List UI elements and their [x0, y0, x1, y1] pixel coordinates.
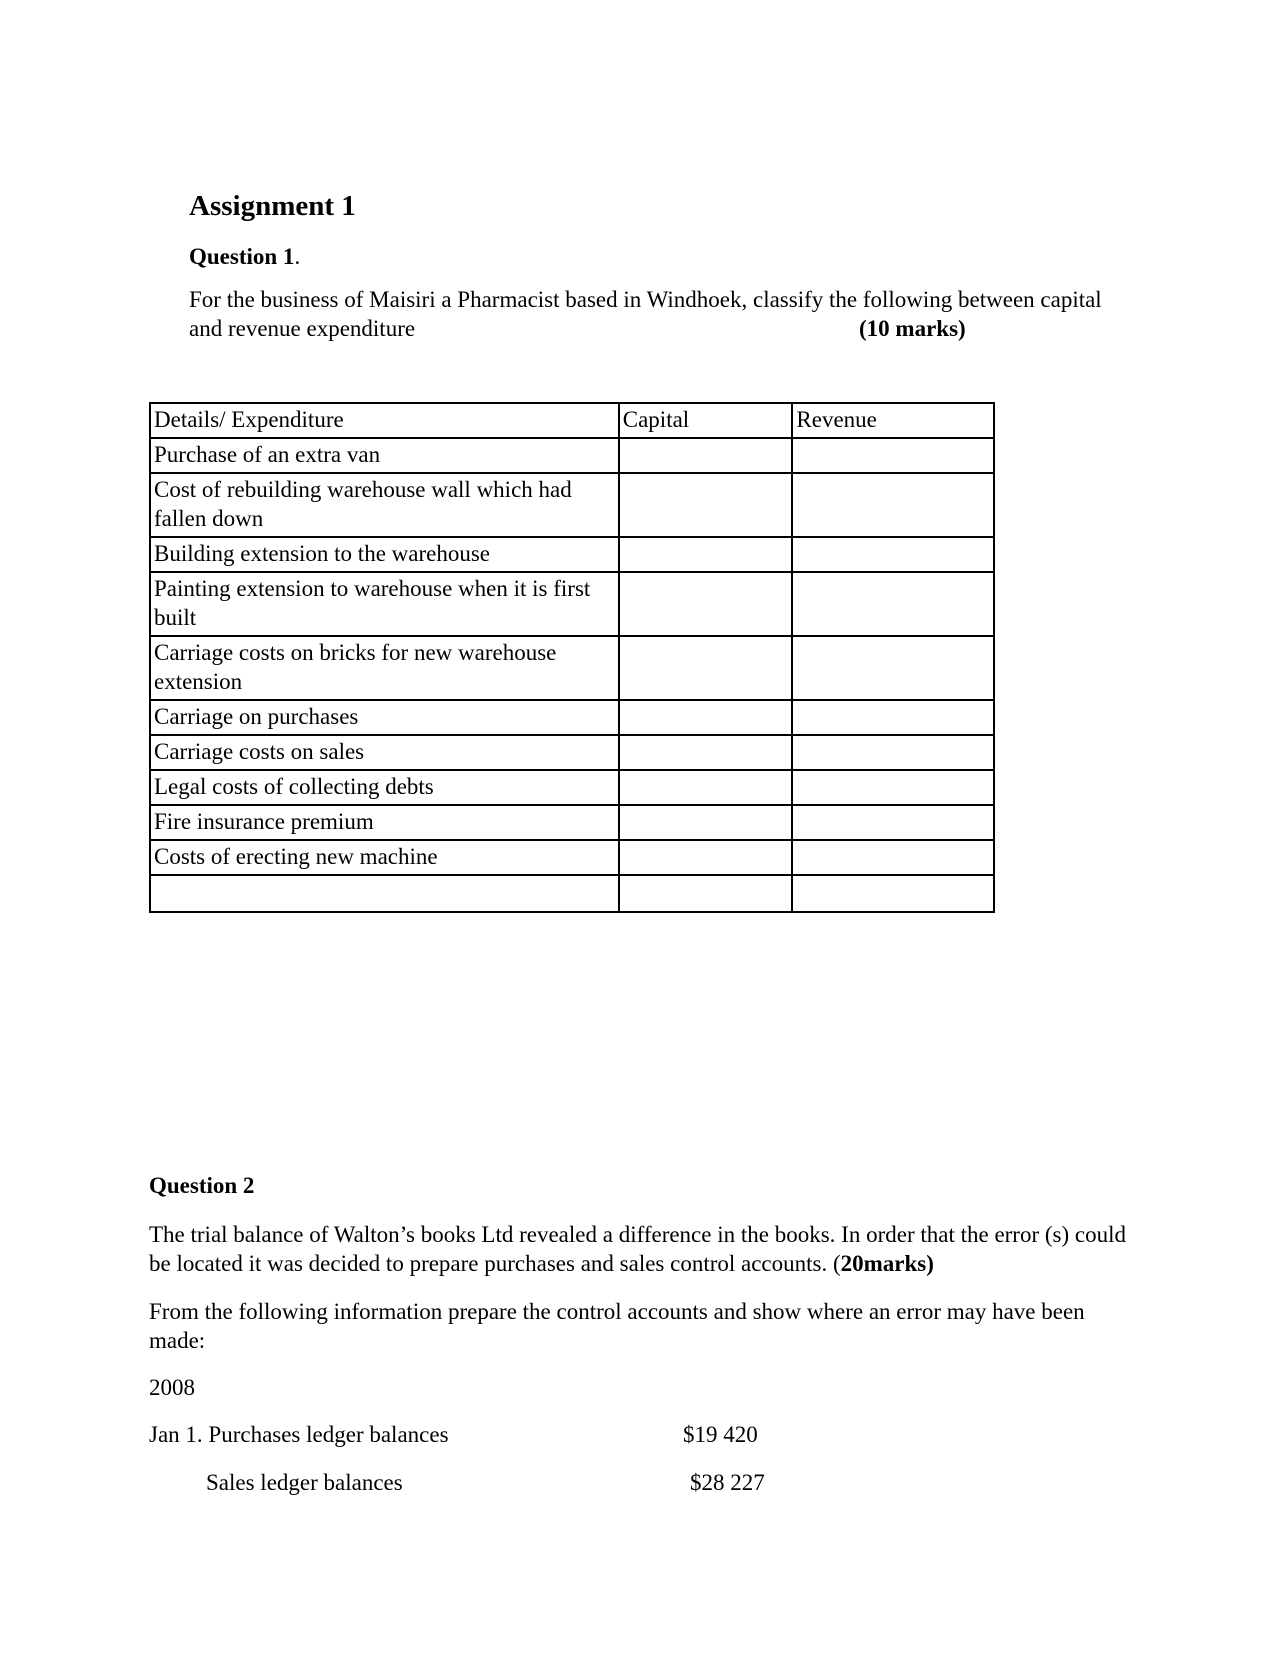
capital-cell[interactable]: [619, 735, 793, 770]
question-2-paragraph-1: [149, 1220, 1129, 1278]
row-details-cell: Costs of erecting new machine: [150, 840, 619, 875]
sales-ledger-label: Sales ledger balances: [206, 1470, 403, 1495]
capital-cell[interactable]: [619, 805, 793, 840]
revenue-cell[interactable]: [792, 805, 994, 840]
table-row: [150, 735, 994, 770]
question-2-heading: Question 2: [149, 1173, 255, 1198]
question-1-heading-text: Question 1: [189, 244, 295, 269]
question-2-paragraph-2: From the following information prepare the control accounts and show where an error may have been made:: [149, 1299, 1085, 1353]
table-row: [150, 770, 994, 805]
revenue-cell[interactable]: [792, 438, 994, 473]
revenue-cell[interactable]: [792, 840, 994, 875]
table-row: [150, 473, 994, 537]
row-details-cell: Purchase of an extra van: [150, 438, 619, 473]
expenditure-classification-table: [149, 402, 995, 913]
capital-cell[interactable]: [619, 473, 793, 537]
revenue-cell[interactable]: [792, 735, 994, 770]
question-1-instructions: [189, 285, 1119, 343]
capital-cell[interactable]: [619, 700, 793, 735]
capital-cell[interactable]: [619, 572, 793, 636]
revenue-cell[interactable]: [792, 875, 994, 912]
purchases-ledger-label: Jan 1. Purchases ledger balances: [149, 1422, 449, 1447]
purchases-ledger-value: $19 420: [683, 1422, 758, 1447]
table-row: [150, 700, 994, 735]
question-1-marks: (10 marks): [859, 316, 966, 341]
revenue-cell[interactable]: [792, 770, 994, 805]
capital-cell[interactable]: [619, 840, 793, 875]
year-label: 2008: [149, 1375, 195, 1400]
revenue-cell[interactable]: [792, 572, 994, 636]
column-header-revenue: Revenue: [792, 403, 994, 438]
question-2-paragraph-1-text: The trial balance of Walton’s books Ltd revealed a difference in the books. In order that the error (s) could be located it was decided to prepare purchases and sales control accounts. (: [149, 1222, 1126, 1276]
table-row: [150, 438, 994, 473]
question-1-heading: [189, 243, 300, 271]
table-row: [150, 840, 994, 875]
revenue-cell[interactable]: [792, 473, 994, 537]
revenue-cell[interactable]: [792, 636, 994, 700]
question-1-text: For the business of Maisiri a Pharmacist based in Windhoek, classify the following between capital and revenue expenditure: [189, 287, 1102, 341]
revenue-cell[interactable]: [792, 537, 994, 572]
table-header-row: [150, 403, 994, 438]
row-details-cell: Carriage costs on bricks for new warehouse extension: [150, 636, 619, 700]
capital-cell[interactable]: [619, 438, 793, 473]
question-1-heading-suffix: .: [294, 244, 301, 269]
table-row: [150, 636, 994, 700]
question-2-marks: 20marks): [840, 1251, 934, 1276]
row-details-cell: Painting extension to warehouse when it is first built: [150, 572, 619, 636]
capital-cell[interactable]: [619, 636, 793, 700]
capital-cell[interactable]: [619, 537, 793, 572]
assignment-title: Assignment 1: [189, 190, 356, 222]
capital-cell[interactable]: [619, 875, 793, 912]
table-row: [150, 572, 994, 636]
table-row: [150, 537, 994, 572]
capital-cell[interactable]: [619, 770, 793, 805]
row-details-cell: Fire insurance premium: [150, 805, 619, 840]
revenue-cell[interactable]: [792, 700, 994, 735]
row-details-cell: Legal costs of collecting debts: [150, 770, 619, 805]
row-details-cell: Building extension to the warehouse: [150, 537, 619, 572]
column-header-capital: Capital: [619, 403, 793, 438]
sales-ledger-value: $28 227: [690, 1470, 765, 1495]
blank-table-row: [150, 875, 994, 912]
row-details-cell: Cost of rebuilding warehouse wall which had fallen down: [150, 473, 619, 537]
blank-details-cell[interactable]: [150, 875, 619, 912]
row-details-cell: Carriage costs on sales: [150, 735, 619, 770]
column-header-details: Details/ Expenditure: [150, 403, 619, 438]
row-details-cell: Carriage on purchases: [150, 700, 619, 735]
table-row: [150, 805, 994, 840]
